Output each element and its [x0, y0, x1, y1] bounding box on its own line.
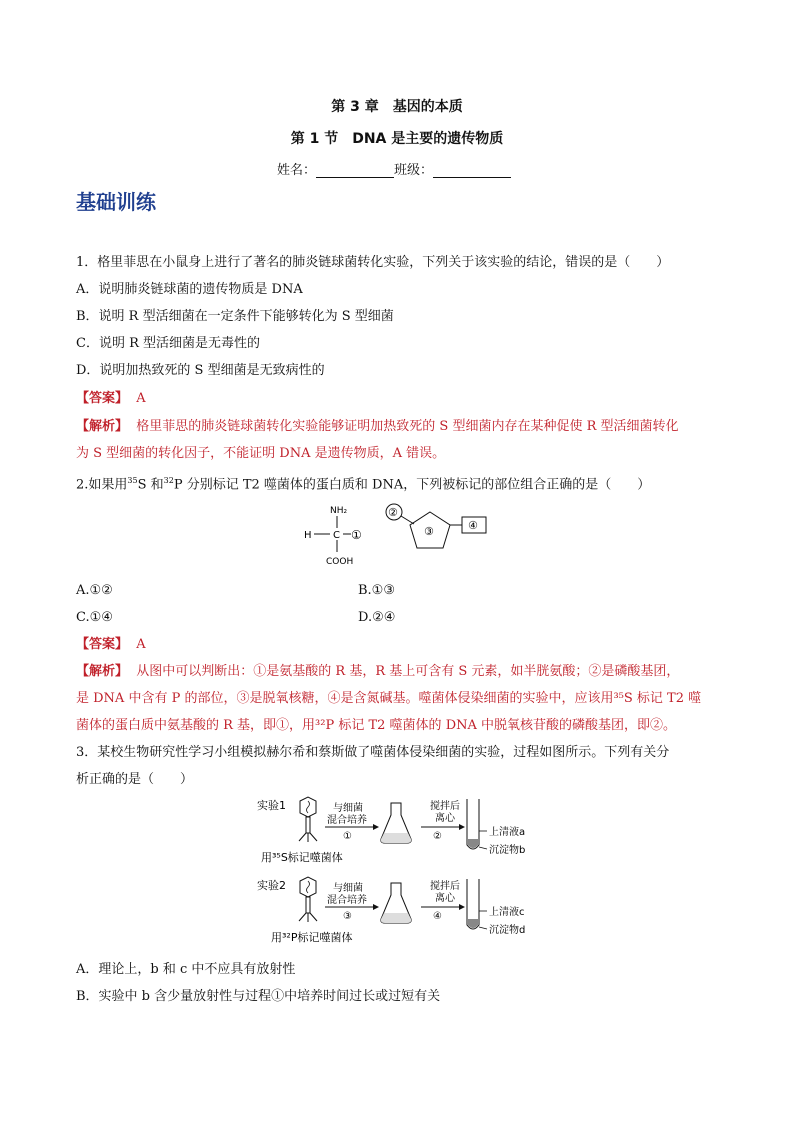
- exp2-stir2: 离心: [435, 893, 455, 904]
- mark-2: ②: [388, 506, 398, 519]
- q1-option-c: C．说明 R 型活细菌是无毒性的: [76, 336, 260, 351]
- q3-stem-line-1: 3．某校生物研究性学习小组模拟赫尔希和蔡斯做了噬菌体侵染细菌的实验，过程如图所示。下列有关分: [76, 745, 670, 760]
- exp1-stir2: 离心: [435, 813, 455, 824]
- exp1-label: 实验1: [257, 799, 286, 812]
- q1-analysis-text-1: 格里菲思的肺炎链球菌转化实验能够证明加热致死的 S 型细菌内存在某种促使 R 型活细菌转化: [136, 419, 679, 434]
- chapter-title: 第 3 章 基因的本质: [331, 99, 463, 115]
- q2-option-b: B.①③: [358, 583, 395, 598]
- nh2-label: NH₂: [330, 506, 348, 516]
- sup-c: 上清液c: [489, 907, 525, 918]
- exp2-stir: 搅拌后: [430, 881, 460, 892]
- exp1-step-1: ①: [343, 831, 352, 842]
- mark-4: ④: [468, 519, 478, 532]
- phage1-tail: [306, 817, 310, 833]
- q1-answer: [76, 390, 146, 408]
- class-label: 班级：: [394, 163, 434, 178]
- exp2-step-3: ③: [343, 911, 352, 922]
- name-label: 姓名：: [277, 163, 317, 178]
- q2-answer: [76, 636, 146, 654]
- q2-option-a: A.①②: [76, 583, 113, 598]
- phage1-dna: [307, 801, 310, 813]
- exp2-mix2: 混合培养: [327, 895, 367, 906]
- section-title: 第 1 节 DNA 是主要的遗传物质: [290, 131, 504, 147]
- sed-b: 沉淀物b: [489, 845, 526, 856]
- exp1-caption: 用³⁵S标记噬菌体: [261, 851, 343, 864]
- q2-analysis-label: 【解析】: [76, 664, 129, 679]
- q2-option-d: D.②④: [358, 610, 396, 625]
- exp1-step-2: ②: [433, 831, 442, 842]
- q2-stem-c: P 分别标记 T2 噬菌体的蛋白质和 DNA，下列被标记的部位组合正确的是（ ）: [173, 477, 651, 493]
- q2-stem: [76, 472, 650, 494]
- name-class-line: [277, 159, 511, 178]
- phage2-tail: [306, 897, 310, 913]
- exp1-stir: 搅拌后: [430, 801, 460, 812]
- q3-option-a: A．理论上，b 和 c 中不应具有放射性: [76, 962, 296, 977]
- c-label: C: [333, 530, 340, 541]
- phosphate-bond: [401, 516, 414, 524]
- q3-option-b: B．实验中 b 含少量放射性与过程①中培养时间过长或过短有关: [76, 989, 441, 1004]
- q1-option-b: B．说明 R 型活细菌在一定条件下能够转化为 S 型细菌: [76, 309, 394, 324]
- q1-analysis-label: 【解析】: [76, 419, 129, 434]
- q2-answer-label: 【答案】: [76, 637, 129, 652]
- q2-option-c: C.①④: [76, 610, 113, 625]
- q2-analysis-line-2: 是 DNA 中含有 P 的部位，③是脱氧核糖，④是含氮碱基。噬菌体侵染细菌的实验中，应该用³⁵S 标记 T2 噬: [76, 691, 702, 706]
- q1-analysis-line-2: 为 S 型细菌的转化因子，不能证明 DNA 是遗传物质，A 错误。: [76, 446, 446, 461]
- q2-analysis-text-1: 从图中可以判断出：①是氨基酸的 R 基，R 基上可含有 S 元素，如半胱氨酸；②是磷酸基团，: [136, 664, 680, 679]
- q2-figure: [300, 500, 500, 572]
- q2-sup-32: 32: [163, 476, 174, 485]
- sed-d: 沉淀物d: [489, 925, 526, 936]
- q2-analysis-line-1: [76, 663, 679, 681]
- q3-stem-line-2: 析正确的是（ ）: [76, 772, 194, 787]
- q1-answer-value: A: [136, 391, 146, 406]
- q1-analysis-line-1: [76, 418, 679, 436]
- phage2-dna: [307, 881, 310, 893]
- cooh-label: COOH: [326, 557, 354, 567]
- q1-stem: 1．格里菲思在小鼠身上进行了著名的肺炎链球菌转化实验，下列关于该实验的结论，错误的是（ ）: [76, 255, 670, 270]
- q2-answer-value: A: [136, 637, 146, 652]
- name-blank[interactable]: [316, 163, 394, 178]
- exp1-mix: 与细菌: [333, 803, 363, 814]
- exp2-mix: 与细菌: [333, 883, 363, 894]
- exp2-caption: 用³²P标记噬菌体: [271, 931, 353, 944]
- q3-figure: [255, 795, 545, 955]
- h-label: H: [304, 530, 312, 541]
- q1-option-a: A．说明肺炎链球菌的遗传物质是 DNA: [76, 282, 303, 297]
- basic-training-heading: 基础训练: [76, 190, 156, 214]
- q2-analysis-line-3: 菌体的蛋白质中氨基酸的 R 基，即①，用³²P 标记 T2 噬菌体的 DNA 中脱氧核苷酸的磷酸基团，即②。: [76, 718, 677, 733]
- q1-answer-label: 【答案】: [76, 391, 129, 406]
- experiment-1: [257, 797, 525, 864]
- exp1-mix2: 混合培养: [327, 815, 367, 826]
- q2-sup-35: 35: [127, 476, 138, 485]
- exp2-step-4: ④: [433, 911, 442, 922]
- q2-stem-a: 2.如果用: [76, 477, 128, 493]
- q1-option-d: D．说明加热致死的 S 型细菌是无致病性的: [76, 363, 325, 378]
- q2-stem-b: S 和: [137, 477, 164, 493]
- class-blank[interactable]: [433, 163, 511, 178]
- mark-3: ③: [424, 525, 434, 538]
- experiment-2: [257, 877, 525, 944]
- exp2-label: 实验2: [257, 879, 286, 892]
- mark-1: ①: [351, 528, 362, 542]
- sup-a: 上清液a: [489, 827, 526, 838]
